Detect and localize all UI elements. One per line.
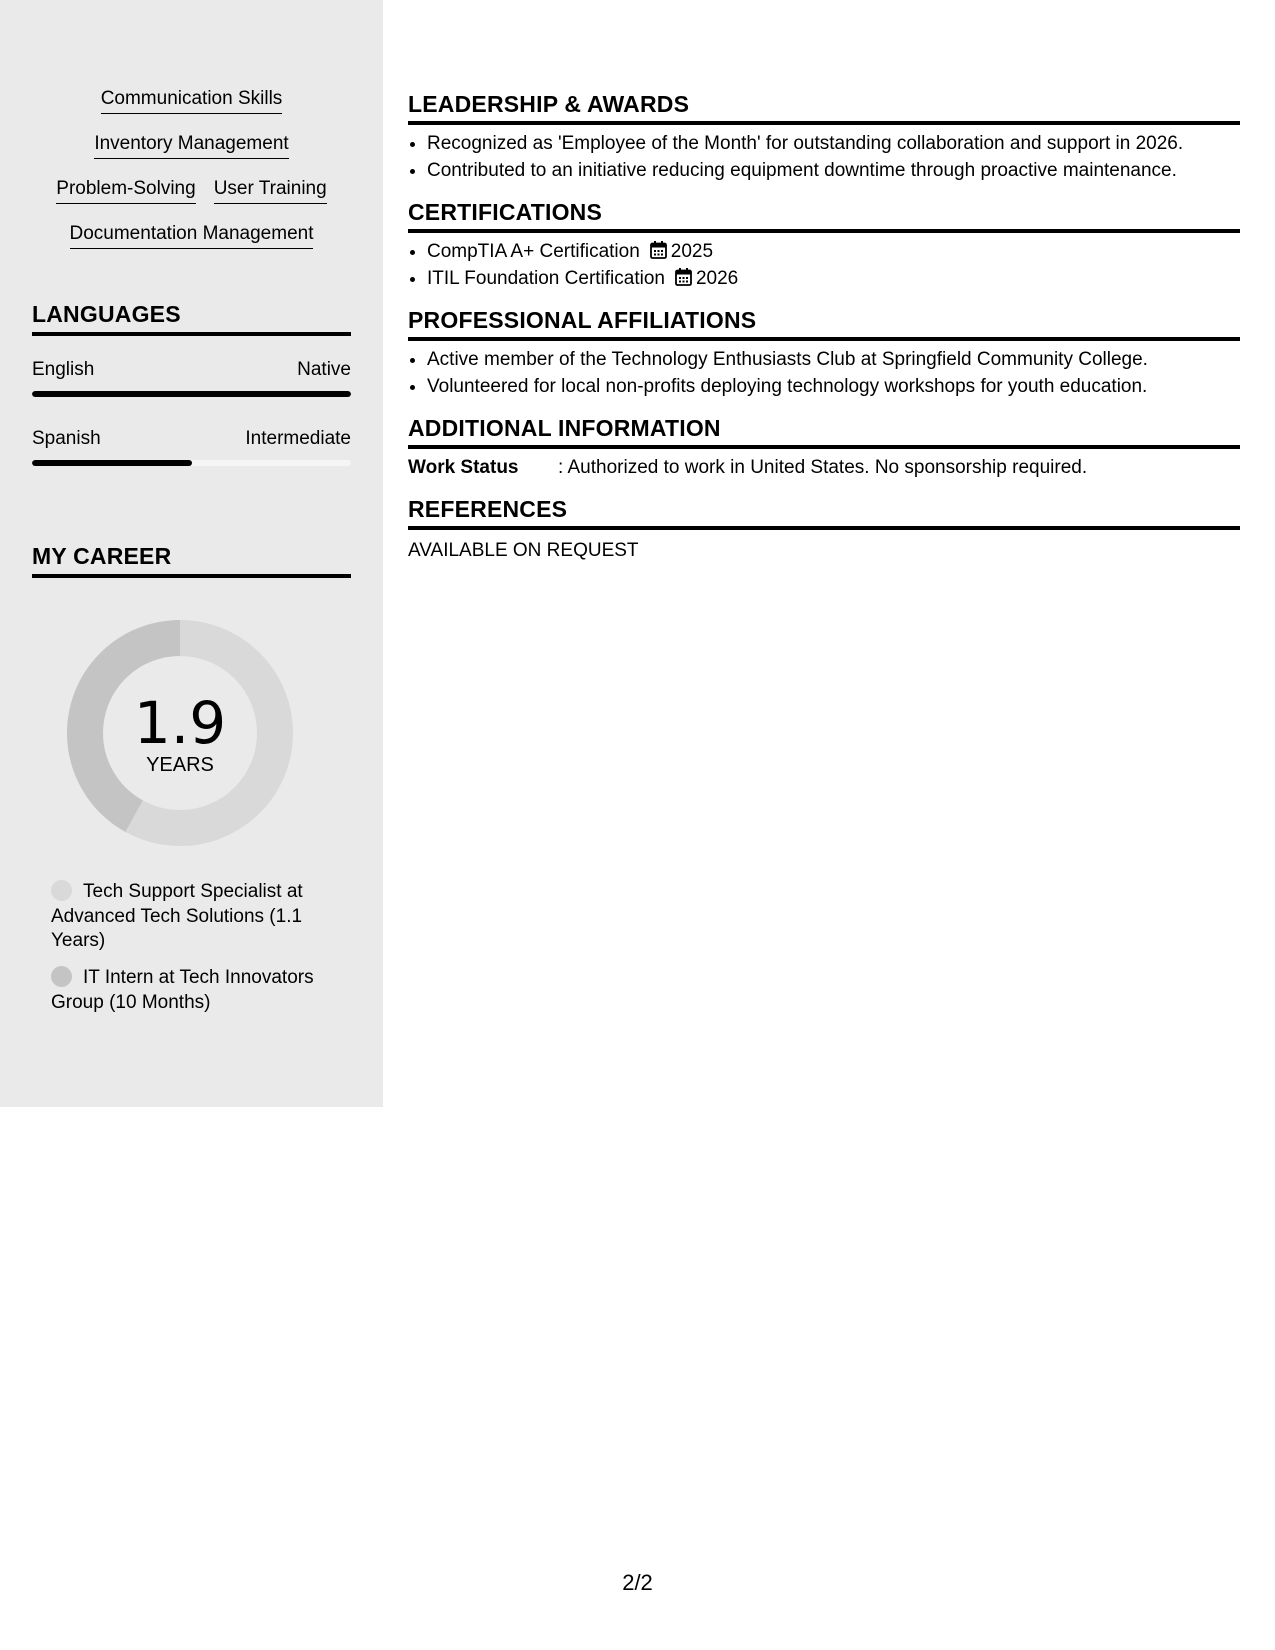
skill-tag: Communication Skills bbox=[101, 86, 283, 114]
career-total-value: 1.9 bbox=[133, 689, 227, 757]
work-status-value: : Authorized to work in United States. No sponsorship required. bbox=[558, 457, 1088, 478]
skill-row bbox=[0, 176, 383, 221]
skill-tag: Problem-Solving bbox=[56, 176, 195, 204]
affiliations-section bbox=[408, 306, 1240, 400]
skill-row bbox=[0, 221, 383, 266]
sidebar bbox=[0, 0, 383, 1107]
skill-tag: User Training bbox=[214, 176, 327, 204]
section-title: CERTIFICATIONS bbox=[408, 198, 1240, 233]
career-legend-item bbox=[51, 966, 326, 1015]
section-title: REFERENCES bbox=[408, 495, 1240, 530]
list-item: • Recognized as 'Employee of the Month' for outstanding collaboration and support in 2026. bbox=[427, 130, 1240, 157]
legend-dot bbox=[51, 966, 72, 987]
career-total-unit: YEARS bbox=[146, 754, 214, 776]
language-item bbox=[32, 358, 351, 397]
language-bar-fill bbox=[32, 460, 192, 466]
list-item bbox=[427, 238, 1240, 265]
language-name: Spanish bbox=[32, 428, 101, 449]
language-level: Native bbox=[297, 359, 351, 380]
language-item bbox=[32, 427, 351, 466]
page-number: 2/2 bbox=[622, 1570, 653, 1595]
certification-name: CompTIA A+ Certification bbox=[427, 241, 640, 262]
skill-row bbox=[0, 131, 383, 176]
section-title: PROFESSIONAL AFFILIATIONS bbox=[408, 306, 1240, 341]
languages-heading: LANGUAGES bbox=[32, 300, 351, 336]
references-text: AVAILABLE ON REQUEST bbox=[408, 540, 639, 561]
certifications-list bbox=[408, 238, 1240, 292]
work-status-label: Work Status bbox=[408, 457, 519, 478]
language-name: English bbox=[32, 359, 95, 380]
list-item: • Active member of the Technology Enthusiasts Club at Springfield Community College. bbox=[427, 346, 1240, 373]
skills-list bbox=[0, 86, 383, 266]
career-legend-label: IT Intern at Tech Innovators Group (10 Months) bbox=[51, 967, 314, 1013]
certification-year: 2026 bbox=[695, 268, 739, 289]
language-bar-fill bbox=[32, 391, 351, 397]
certifications-section bbox=[408, 198, 1240, 292]
additional-info-section bbox=[408, 414, 1240, 481]
skill-tag: Documentation Management bbox=[70, 221, 314, 249]
references-section bbox=[408, 495, 1240, 564]
certification-name: ITIL Foundation Certification bbox=[427, 268, 665, 289]
certification-year: 2025 bbox=[670, 241, 714, 262]
skill-row bbox=[0, 86, 383, 131]
career-legend-label: Tech Support Specialist at Advanced Tech Solutions (1.1 Years) bbox=[51, 881, 303, 951]
calendar-icon bbox=[650, 241, 667, 259]
work-status-row bbox=[408, 455, 1240, 481]
calendar-icon bbox=[675, 268, 692, 286]
language-bar bbox=[32, 460, 351, 466]
main-content bbox=[408, 90, 1240, 578]
leadership-list bbox=[408, 130, 1240, 184]
career-legend-item bbox=[51, 880, 326, 954]
affiliations-list bbox=[408, 346, 1240, 400]
language-level: Intermediate bbox=[245, 428, 351, 449]
list-item: • Volunteered for local non-profits deploying technology workshops for youth education. bbox=[427, 373, 1240, 400]
legend-dot bbox=[51, 880, 72, 901]
career-heading: MY CAREER bbox=[32, 542, 351, 578]
leadership-section bbox=[408, 90, 1240, 184]
list-item bbox=[427, 265, 1240, 292]
list-item: • Contributed to an initiative reducing equipment downtime through proactive maintenance. bbox=[427, 157, 1240, 184]
language-bar bbox=[32, 391, 351, 397]
skill-tag: Inventory Management bbox=[94, 131, 288, 159]
section-title: LEADERSHIP & AWARDS bbox=[408, 90, 1240, 125]
section-title: ADDITIONAL INFORMATION bbox=[408, 414, 1240, 449]
